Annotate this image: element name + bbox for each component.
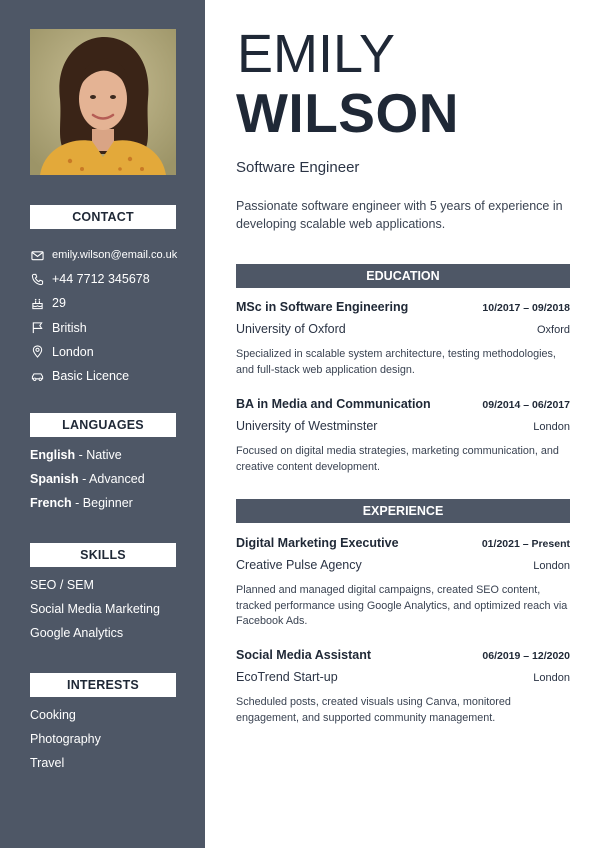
language-item xyxy=(30,446,200,470)
entry-dates: 06/2019 – 12/2020 xyxy=(482,650,570,662)
skill-item: SEO / SEM xyxy=(30,578,94,592)
entry-description: Scheduled posts, created visuals using Canva, monitored engagement, and supported community management. xyxy=(236,696,511,724)
entry-organization: EcoTrend Start-up xyxy=(236,670,338,684)
entry-location: London xyxy=(533,672,570,684)
contact-location xyxy=(30,340,200,364)
entry-dates: 10/2017 – 09/2018 xyxy=(482,302,570,314)
entry-location: London xyxy=(533,560,570,572)
entry-description: Planned and managed digital campaigns, created SEO content, tracked performance using Google Analytics, and optimized reach via Facebook Ads. xyxy=(236,584,568,627)
profile-photo xyxy=(30,29,176,175)
entry-description: Focused on digital media strategies, marketing communication, and creative content development. xyxy=(236,445,559,473)
summary: Passionate software engineer with 5 years of experience in developing scalable web applications. xyxy=(236,199,563,231)
language-separator: - xyxy=(78,472,90,487)
location-pin-icon xyxy=(30,345,44,359)
language-name: Spanish xyxy=(30,472,79,487)
interests-list xyxy=(30,706,200,779)
interest-item: Cooking xyxy=(30,708,76,722)
email-text: emily.wilson@email.co.uk xyxy=(52,249,178,262)
entry-organization: University of Westminster xyxy=(236,419,378,433)
interests-header: INTERESTS xyxy=(30,673,176,697)
education-header: EDUCATION xyxy=(236,264,570,288)
experience-header: EXPERIENCE xyxy=(236,499,570,523)
last-name: WILSON xyxy=(236,82,459,144)
language-separator: - xyxy=(71,496,83,511)
languages-header: LANGUAGES xyxy=(30,413,176,437)
language-item xyxy=(30,470,200,494)
job-title: Software Engineer xyxy=(236,159,360,176)
contact-nationality xyxy=(30,316,200,340)
experience-entry xyxy=(236,648,570,726)
entry-description: Specialized in scalable system architecture, testing methodologies, and full-stack web application design. xyxy=(236,348,556,376)
interest-item: Photography xyxy=(30,732,101,747)
contact-list xyxy=(30,243,200,388)
skills-header: SKILLS xyxy=(30,543,176,567)
language-level: Native xyxy=(86,448,122,462)
contact-header: CONTACT xyxy=(30,205,176,229)
language-name: English xyxy=(30,448,76,462)
education-entry xyxy=(236,397,570,475)
entry-organization: University of Oxford xyxy=(236,322,346,336)
language-level: Beginner xyxy=(82,496,133,511)
skill-item: Google Analytics xyxy=(30,626,124,641)
skill-item: Social Media Marketing xyxy=(30,602,160,617)
experience-entry xyxy=(236,536,570,630)
phone-icon xyxy=(30,272,44,286)
first-name: EMILY xyxy=(237,24,396,84)
entry-dates: 01/2021 – Present xyxy=(481,538,570,550)
entry-title: Digital Marketing Executive xyxy=(236,536,399,550)
language-name: French xyxy=(30,496,72,511)
language-separator: - xyxy=(75,448,87,462)
entry-location: Oxford xyxy=(536,324,570,336)
contact-email xyxy=(30,243,200,267)
languages-list xyxy=(30,446,200,519)
sidebar xyxy=(0,0,205,848)
education-entry xyxy=(236,300,570,378)
entry-title: BA in Media and Communication xyxy=(236,397,431,411)
interest-item: Travel xyxy=(30,756,65,771)
flag-icon xyxy=(30,321,44,335)
contact-age xyxy=(30,291,200,315)
skills-list xyxy=(30,576,200,649)
entry-title: Social Media Assistant xyxy=(236,648,371,662)
language-level: Advanced xyxy=(89,472,145,487)
entry-location: London xyxy=(533,421,570,433)
mail-icon xyxy=(30,248,44,262)
licence-text: Basic Licence xyxy=(52,369,130,384)
entry-title: MSc in Software Engineering xyxy=(236,300,409,314)
car-icon xyxy=(30,369,44,383)
nationality-text: British xyxy=(52,320,87,335)
location-text: London xyxy=(52,344,94,359)
phone-text: +44 7712 345678 xyxy=(52,272,150,287)
entry-dates: 09/2014 – 06/2017 xyxy=(482,399,570,411)
entry-organization: Creative Pulse Agency xyxy=(236,558,362,572)
cake-icon xyxy=(30,296,44,310)
contact-phone xyxy=(30,267,200,291)
contact-licence xyxy=(30,364,200,388)
language-item xyxy=(30,494,200,518)
age-text: 29 xyxy=(52,296,66,311)
